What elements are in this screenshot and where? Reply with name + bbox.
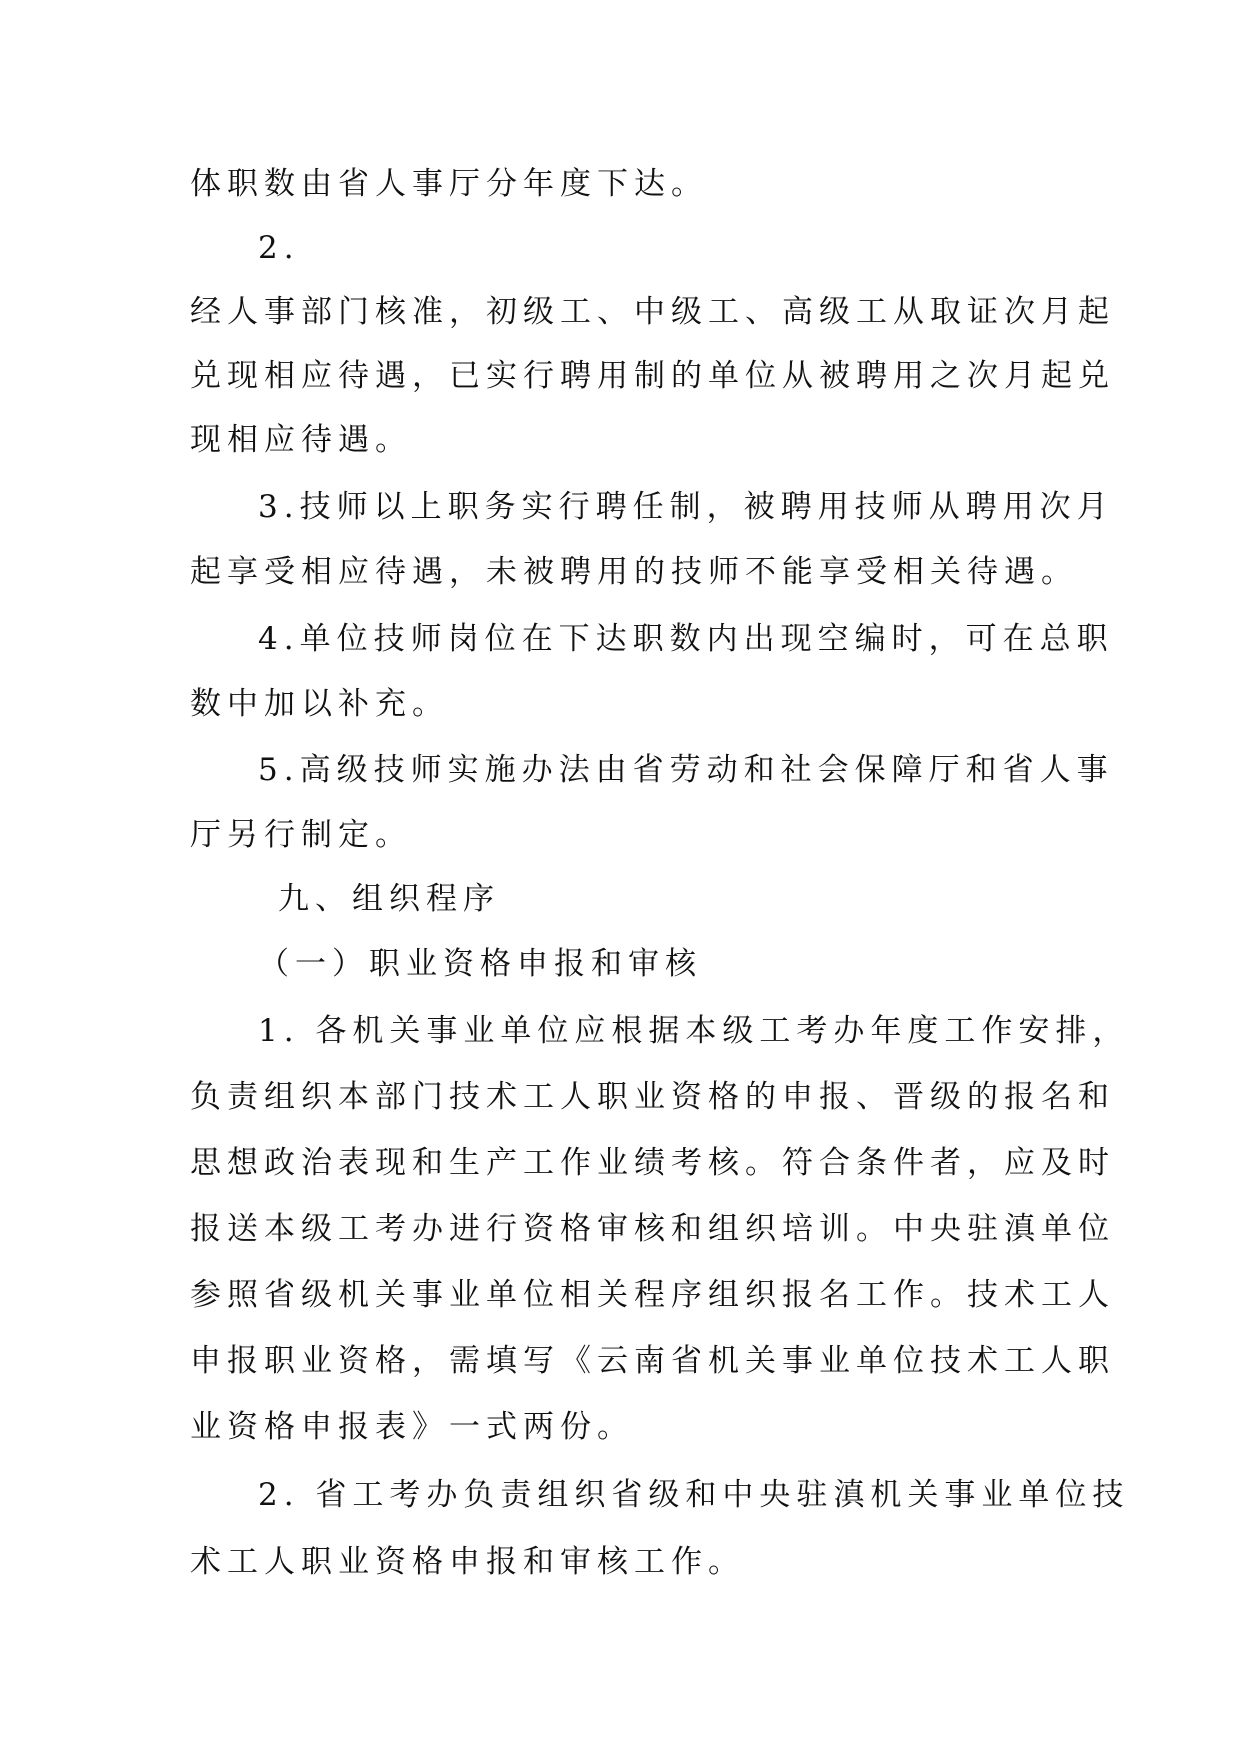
section-heading: 九、组织程序 <box>278 881 500 917</box>
text-line: 5.高级技师实施办法由省劳动和社会保障厅和省人事 <box>258 752 1114 788</box>
text-line: 3.技师以上职务实行聘任制，被聘用技师从聘用次月 <box>258 489 1114 525</box>
text-line: 业资格申报表》一式两份。 <box>190 1409 634 1445</box>
text-line: 负责组织本部门技术工人职业资格的申报、晋级的报名和 <box>190 1079 1115 1115</box>
text-line: 数中加以补充。 <box>190 686 449 722</box>
text-line: 1. 各机关事业单位应根据本级工考办年度工作安排， <box>258 1013 1130 1049</box>
text-line: 起享受相应待遇，未被聘用的技师不能享受相关待遇。 <box>190 554 1078 590</box>
text-line: 厅另行制定。 <box>190 817 412 853</box>
text-line: 2. <box>258 230 300 266</box>
text-line: 经人事部门核准，初级工、中级工、高级工从取证次月起 <box>190 294 1115 330</box>
text-line: 2. 省工考办负责组织省级和中央驻滇机关事业单位技 <box>258 1477 1130 1513</box>
text-line: 兑现相应待遇，已实行聘用制的单位从被聘用之次月起兑 <box>190 358 1115 394</box>
text-line: 术工人职业资格申报和审核工作。 <box>190 1544 745 1580</box>
text-line: 体职数由省人事厅分年度下达。 <box>190 166 708 202</box>
text-line: 报送本级工考办进行资格审核和组织培训。中央驻滇单位 <box>190 1211 1115 1247</box>
subsection-heading: （一）职业资格申报和审核 <box>258 946 702 982</box>
text-line: 现相应待遇。 <box>190 422 412 458</box>
text-line: 申报职业资格，需填写《云南省机关事业单位技术工人职 <box>190 1343 1115 1379</box>
text-line: 思想政治表现和生产工作业绩考核。符合条件者，应及时 <box>190 1145 1115 1181</box>
text-line: 4.单位技师岗位在下达职数内出现空编时，可在总职 <box>258 621 1114 657</box>
text-line: 参照省级机关事业单位相关程序组织报名工作。技术工人 <box>190 1277 1115 1313</box>
